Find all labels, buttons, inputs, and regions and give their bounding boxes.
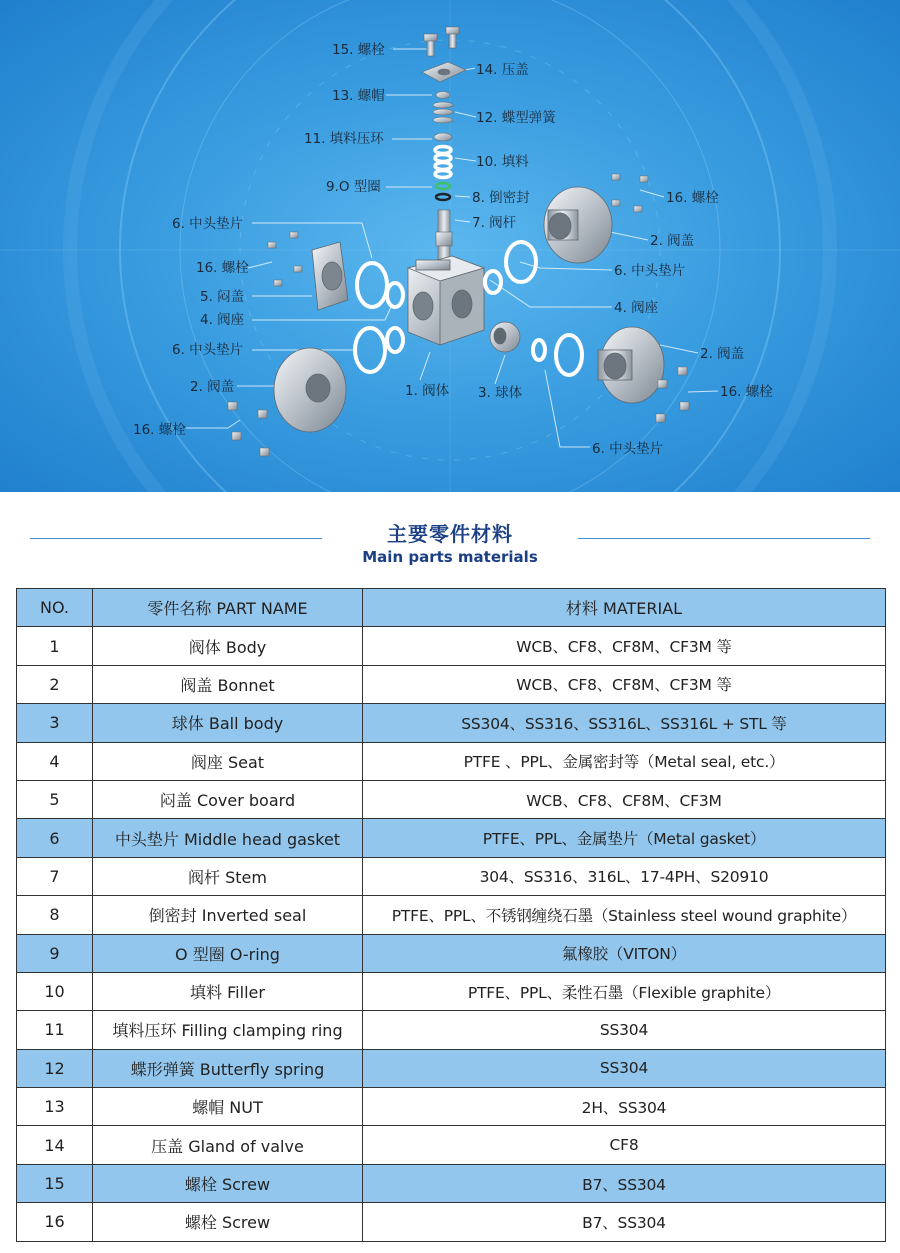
cell-no: 2 (17, 665, 93, 703)
header-no: NO. (17, 589, 93, 627)
cell-no: 15 (17, 1164, 93, 1202)
table-header-row (17, 589, 886, 627)
table-row (17, 896, 886, 934)
cell-part-name: 填料 Filler (93, 972, 363, 1010)
cell-material: CF8 (363, 1126, 886, 1164)
cell-material: 2H、SS304 (363, 1088, 886, 1126)
cell-part-name: 中头垫片 Middle head gasket (93, 819, 363, 857)
cell-part-name: 阀座 Seat (93, 742, 363, 780)
cell-no: 10 (17, 972, 93, 1010)
cell-material: 304、SS316、316L、17-4PH、S20910 (363, 857, 886, 895)
valve-exploded-illustration (0, 0, 900, 492)
label-stem-7: 7. 阀杆 (472, 215, 517, 231)
table-row (17, 972, 886, 1010)
cell-material: WCB、CF8、CF8M、CF3M 等 (363, 665, 886, 703)
label-inverted-seal-8: 8. 倒密封 (472, 190, 530, 206)
table-row (17, 1088, 886, 1126)
cell-part-name: 填料压环 Filling clamping ring (93, 1011, 363, 1049)
header-part-name: 零件名称 PART NAME (93, 589, 363, 627)
label-screw-16-b: 16. 螺栓 (133, 422, 186, 438)
cell-no: 12 (17, 1049, 93, 1087)
label-filler-10: 10. 填料 (476, 154, 529, 170)
cell-part-name: 螺栓 Screw (93, 1164, 363, 1202)
label-clamping-ring-11: 11. 填料压环 (304, 131, 384, 147)
cell-no: 16 (17, 1203, 93, 1241)
label-screw-16-c: 16. 螺栓 (666, 190, 719, 206)
cell-no: 14 (17, 1126, 93, 1164)
label-screw-15: 15. 螺栓 (332, 42, 385, 58)
cell-part-name: 阀杆 Stem (93, 857, 363, 895)
cell-no: 7 (17, 857, 93, 895)
cell-part-name: 球体 Ball body (93, 704, 363, 742)
cell-part-name: 蝶形弹簧 Butterfly spring (93, 1049, 363, 1087)
label-bonnet-2-c: 2. 阀盖 (700, 346, 745, 362)
cell-no: 8 (17, 896, 93, 934)
cell-material: PTFE、PPL、金属垫片（Metal gasket） (363, 819, 886, 857)
cell-material: 氟橡胶（VITON） (363, 934, 886, 972)
cell-part-name: 压盖 Gland of valve (93, 1126, 363, 1164)
cell-no: 4 (17, 742, 93, 780)
cell-part-name: 螺帽 NUT (93, 1088, 363, 1126)
section-title-cn: 主要零件材料 (387, 522, 513, 546)
label-cover-board-5: 5. 闷盖 (200, 289, 245, 305)
cell-part-name: 闷盖 Cover board (93, 780, 363, 818)
table-row (17, 1164, 886, 1202)
label-body-1: 1. 阀体 (405, 383, 450, 399)
cell-material: PTFE、PPL、柔性石墨（Flexible graphite） (363, 972, 886, 1010)
cell-material: PTFE 、PPL、金属密封等（Metal seal, etc.） (363, 742, 886, 780)
label-gasket-6-b: 6. 中头垫片 (172, 342, 244, 358)
cell-part-name: 阀盖 Bonnet (93, 665, 363, 703)
materials-table (16, 588, 886, 1242)
label-gland-14: 14. 压盖 (476, 62, 529, 78)
table-row (17, 1049, 886, 1087)
label-screw-16-d: 16. 螺栓 (720, 384, 773, 400)
cell-no: 1 (17, 627, 93, 665)
cell-material: B7、SS304 (363, 1203, 886, 1241)
label-nut-13: 13. 螺帽 (332, 88, 385, 104)
label-bonnet-2-b: 2. 阀盖 (650, 233, 695, 249)
cell-part-name: 阀体 Body (93, 627, 363, 665)
table-row (17, 857, 886, 895)
label-seat-4-b: 4. 阀座 (614, 300, 659, 316)
table-row (17, 742, 886, 780)
cell-no: 11 (17, 1011, 93, 1049)
table-row (17, 934, 886, 972)
cell-material: WCB、CF8、CF8M、CF3M 等 (363, 627, 886, 665)
table-row (17, 627, 886, 665)
cell-material: SS304 (363, 1011, 886, 1049)
cell-material: B7、SS304 (363, 1164, 886, 1202)
cell-material: PTFE、PPL、不锈钢缠绕石墨（Stainless steel wound graphite） (363, 896, 886, 934)
table-row (17, 665, 886, 703)
label-bonnet-2-a: 2. 阀盖 (190, 379, 235, 395)
exploded-valve-diagram (0, 0, 900, 492)
table-row (17, 1203, 886, 1241)
cell-no: 9 (17, 934, 93, 972)
cell-material: SS304 (363, 1049, 886, 1087)
label-gasket-6-d: 6. 中头垫片 (592, 441, 664, 457)
table-row (17, 780, 886, 818)
label-ball-3: 3. 球体 (478, 385, 523, 401)
table-row (17, 1011, 886, 1049)
cell-no: 3 (17, 704, 93, 742)
cell-part-name: 倒密封 Inverted seal (93, 896, 363, 934)
label-spring-12: 12. 蝶型弹簧 (476, 110, 556, 126)
table-row (17, 819, 886, 857)
cell-no: 6 (17, 819, 93, 857)
label-gasket-6-a: 6. 中头垫片 (172, 216, 244, 232)
cell-part-name: 螺栓 Screw (93, 1203, 363, 1241)
table-row (17, 1126, 886, 1164)
cell-no: 5 (17, 780, 93, 818)
label-seat-4-a: 4. 阀座 (200, 312, 245, 328)
cell-material: WCB、CF8、CF8M、CF3M (363, 780, 886, 818)
cell-part-name: O 型圈 O-ring (93, 934, 363, 972)
label-gasket-6-c: 6. 中头垫片 (614, 263, 686, 279)
label-screw-16-a: 16. 螺栓 (196, 260, 249, 276)
cell-no: 13 (17, 1088, 93, 1126)
table-row (17, 704, 886, 742)
label-o-ring-9: 9.O 型圈 (326, 179, 381, 195)
cell-material: SS304、SS316、SS316L、SS316L + STL 等 (363, 704, 886, 742)
header-material: 材料 MATERIAL (363, 589, 886, 627)
section-title-en: Main parts materials (362, 548, 538, 566)
